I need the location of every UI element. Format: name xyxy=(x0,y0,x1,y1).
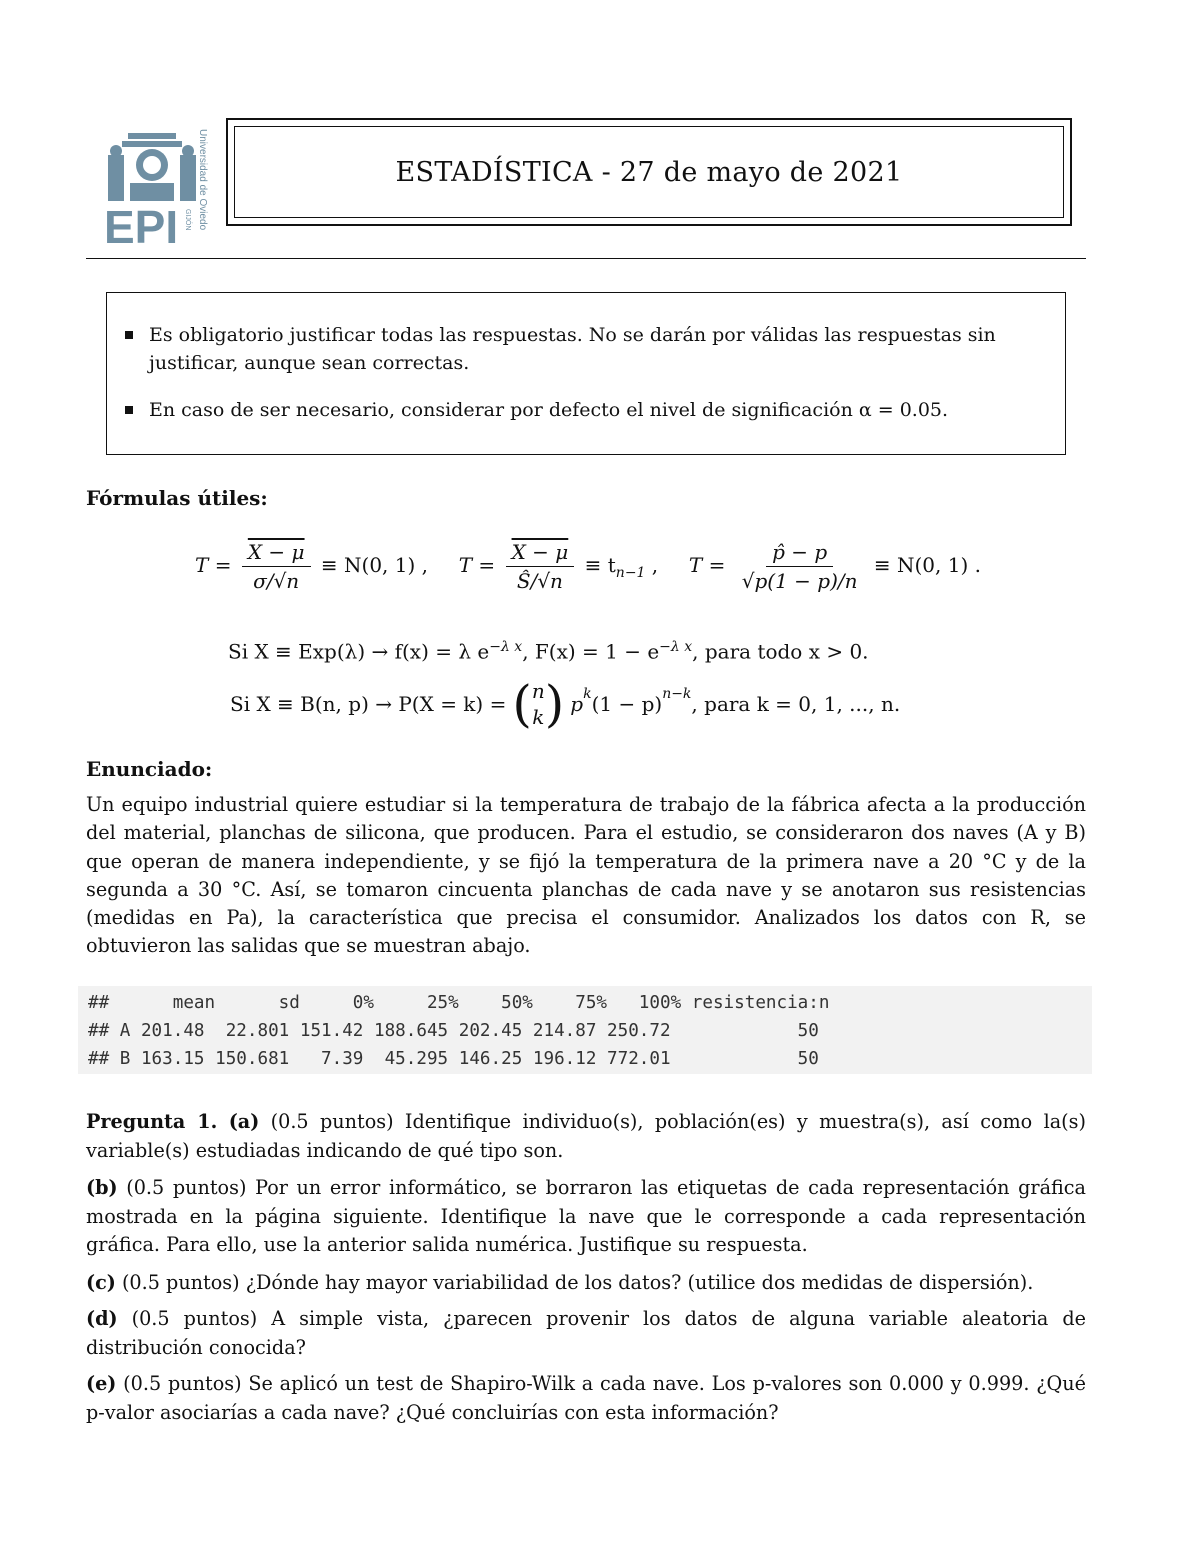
logo-sub-text: GIJÓN xyxy=(184,209,191,231)
question-1b xyxy=(86,1174,1086,1260)
fraction-denominator: Ŝ/√n xyxy=(516,569,563,593)
numerator-text: X − μ xyxy=(247,540,305,564)
binomial-top: n xyxy=(531,679,545,703)
fraction-denominator: √p(1 − p)/n xyxy=(741,569,858,593)
formula-text: Si X ≡ B(n, p) → P(X = k) = xyxy=(230,692,507,716)
question-1e xyxy=(86,1370,1086,1427)
question-label: (b) xyxy=(86,1176,118,1199)
formula-lhs: T = xyxy=(688,553,726,577)
formula-text: p xyxy=(570,692,584,716)
formula-superscript: −λ x xyxy=(489,639,523,655)
title-frame xyxy=(226,118,1072,226)
header-divider xyxy=(86,258,1086,259)
instruction-line: justificar, aunque sean correctas. xyxy=(149,352,470,374)
question-text: (0.5 puntos) ¿Dónde hay mayor variabilidad de los datos? (utilice dos medidas de dispersión). xyxy=(115,1271,1034,1294)
exponential-formula xyxy=(228,639,869,664)
formula-superscript: k xyxy=(583,686,592,702)
question-1a xyxy=(86,1108,1086,1165)
fraction-denominator: σ/√n xyxy=(253,569,300,593)
instruction-line: Es obligatorio justificar todas las respuestas. No se darán por válidas las respuestas sin xyxy=(149,324,996,346)
formula-text: , para k = 0, 1, ..., n. xyxy=(691,692,901,716)
instruction-item xyxy=(149,396,1057,424)
instructions-box xyxy=(106,292,1066,455)
university-logo xyxy=(100,125,215,250)
binomial-bottom: k xyxy=(532,705,545,729)
code-line: ## A 201.48 22.801 151.42 188.645 202.45 214.87 250.72 50 xyxy=(88,1021,819,1041)
formula-subscript: n−1 xyxy=(615,565,646,581)
formulas-heading: Fórmulas útiles: xyxy=(86,486,268,510)
question-1d xyxy=(86,1305,1086,1362)
bullet-icon xyxy=(125,331,133,339)
question-text: (0.5 puntos) Identifique individuo(s), población(es) y muestra(s), así como la(s) variable(s) estudiadas indicando de qué tipo son. xyxy=(86,1110,1086,1162)
formula-rhs-end: , xyxy=(645,553,659,577)
formula-text: Si X ≡ Exp(λ) → f(x) = λ e xyxy=(228,639,490,664)
question-text: (0.5 puntos) A simple vista, ¿parecen provenir los datos de alguna variable aleatoria de distribución conocida? xyxy=(86,1307,1086,1359)
formula-superscript: n−k xyxy=(662,686,692,702)
binomial-coefficient: ( n k ) xyxy=(512,675,565,733)
formula-lhs: T = xyxy=(458,553,496,577)
statistic-formulas xyxy=(195,540,995,593)
r-output-block xyxy=(78,986,1092,1074)
enunciado-heading: Enunciado: xyxy=(86,757,213,781)
question-text: (0.5 puntos) Por un error informático, se borraron las etiquetas de cada representación gráfica mostrada en la página siguiente. Identifique la nave que le corresponde a cada representación gráfica. Para ello, use la anterior salida numérica. Justifique su respuesta. xyxy=(86,1176,1086,1256)
question-label: (c) xyxy=(86,1271,116,1294)
fraction-numerator xyxy=(242,540,311,567)
logo-side-text: Universidad de Oviedo xyxy=(197,129,208,231)
question-1c xyxy=(86,1269,1086,1298)
question-label: (a) xyxy=(228,1110,260,1133)
question-label: (e) xyxy=(86,1372,117,1395)
formula-rhs: ≡ N(0, 1) . xyxy=(873,553,981,577)
code-line: ## B 163.15 150.681 7.39 45.295 146.25 196.12 772.01 50 xyxy=(88,1049,819,1069)
fraction-numerator: p̂ − p xyxy=(766,540,833,567)
binomial-formula xyxy=(230,675,901,733)
instruction-item xyxy=(149,321,1057,377)
formula-text: , F(x) = 1 − e xyxy=(522,639,660,664)
title-inner-frame xyxy=(234,126,1064,218)
formula-superscript: −λ x xyxy=(659,639,693,655)
bullet-icon xyxy=(125,406,133,414)
formula-rhs: ≡ t xyxy=(584,553,616,577)
formula-rhs: ≡ N(0, 1) , xyxy=(320,553,429,577)
numerator-text: X − μ xyxy=(511,540,569,564)
formula-fraction xyxy=(242,540,311,593)
formula-fraction xyxy=(506,540,575,593)
enunciado-paragraph: Un equipo industrial quiere estudiar si la temperatura de trabajo de la fábrica afecta a la producción del material, planchas de silicona, que producen. Para el estudio, se consideraron dos naves (A y B) que operan de manera independiente, y se fijó la temperatura de la primera nave a 20 °C y de la segunda a 30 °C. Así, se tomaron cincuenta planchas de cada nave y se anotaron sus resistencias (medidas en Pa), la característica que precisa el consumidor. Analizados los datos con R, se obtuvieron las salidas que se muestran abajo. xyxy=(86,793,1086,958)
formula-text: (1 − p) xyxy=(591,692,663,716)
fraction-numerator xyxy=(506,540,575,567)
instruction-line: En caso de ser necesario, considerar por defecto el nivel de significación α = 0.05. xyxy=(149,399,949,421)
question-label: (d) xyxy=(86,1307,118,1330)
formula-lhs: T = xyxy=(195,553,232,577)
question-text: (0.5 puntos) Se aplicó un test de Shapiro-Wilk a cada nave. Los p-valores son 0.000 y 0.999. ¿Qué p-valor asociarías a cada nave? ¿Qué concluirías con esta información? xyxy=(86,1372,1086,1424)
formula-fraction xyxy=(736,540,864,593)
formula-text: , para todo x > 0. xyxy=(692,639,869,664)
logo-text: EPI xyxy=(104,201,179,250)
page-title: ESTADÍSTICA - 27 de mayo de 2021 xyxy=(395,156,903,188)
code-line: ## mean sd 0% 25% 50% 75% 100% resistencia:n xyxy=(88,993,830,1013)
question-lead: Pregunta 1. xyxy=(86,1110,218,1133)
